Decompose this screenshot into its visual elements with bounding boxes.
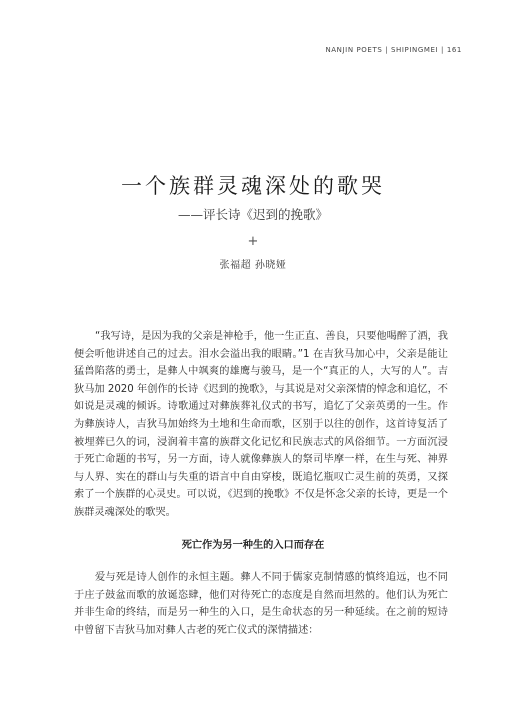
body-paragraph-2: 爱与死是诗人创作的永恒主题。彝人不同于儒家克制情感的慎终追远，也不同于庄子鼓盆而歌的放诞恣肆，他们对待死亡的态度是自然而坦然的。他们认为死亡并非生命的终结，而是另一种生的入口，是生命状态的另一种延续。在之前的短诗中曾留下吉狄马加对彝人古老的死亡仪式的深情描述： — [74, 572, 448, 636]
article-title: 一个族群灵魂深处的歌哭 — [121, 174, 385, 198]
ornament-cross-icon: + — [247, 234, 259, 249]
authors-line: 张福超 孙晓娅 — [219, 260, 287, 271]
article-subtitle: ——评长诗《迟到的挽歌》 — [177, 207, 328, 222]
section-heading: 死亡作为另一种生的入口而存在 — [181, 540, 325, 551]
body-paragraph-1: “我写诗，是因为我的父亲是神枪手，他一生正直、善良，只要他喝醉了酒，我便会听他讲述自己的过去。泪水会溢出我的眼睛。”1 在吉狄马加心中，父亲是能让猛兽陷落的勇士，是彝人中飒爽的雄鹰与骏马，是一个“真正的人，大写的人”。吉狄马加 2020 年创作的长诗《迟到的挽歌》，与其说是对父亲深情的悼念和追忆，不如说是灵魂的倾诉。诗歌通过对彝族葬礼仪式的书写，追忆了父亲英勇的一生。作为彝族诗人，吉狄马加始终为土地和生命而歌，区别于以往的创作，这首诗复活了被埋葬已久的词，浸润着丰富的族群文化记忆和民族志式的风俗细节。一方面沉浸于死亡命题的书写，另一方面，诗人就像彝族人的祭司毕摩一样，在生与死、神界与人界、实在的群山与失重的语言中自由穿梭，既追忆瓶叹亡灵生前的英勇，又探索了一个族群的心灵史。可以说，《迟到的挽歌》不仅是怀念父亲的长诗，更是一个族群灵魂深处的歌哭。 — [74, 331, 448, 518]
running-head: NANJIN POETS | SHIPINGMEI | 161 — [325, 46, 462, 54]
